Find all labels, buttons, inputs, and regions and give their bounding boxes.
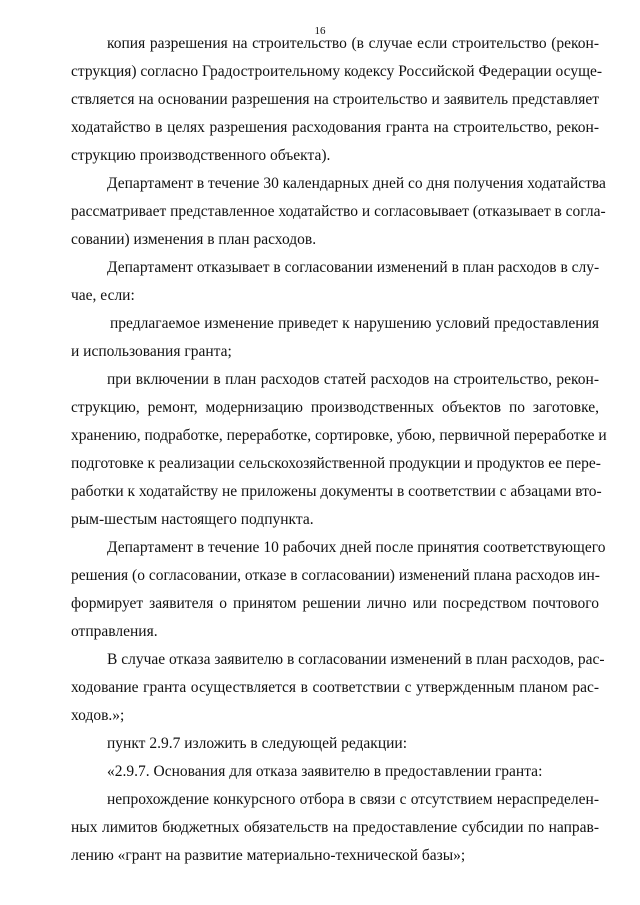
text-line: пункт 2.9.7 изложить в следующей редакции: [107, 735, 408, 752]
text-line: ходов.»; [71, 707, 125, 724]
text-line: «2.9.7. Основания для отказа заявителю в предоставлении гранта: [107, 763, 543, 780]
text-line: непрохождение конкурсного отбора в связи с отсутствием нераспределен- [107, 791, 599, 808]
text-line: рым-шестым настоящего подпункта. [71, 511, 314, 528]
text-line: ходование гранта осуществляется в соответствии с утвержденным планом рас- [71, 679, 599, 696]
text-line: подготовке к реализации сельскохозяйственной продукции и продуктов ее пере- [71, 455, 601, 472]
text-line: ных лимитов бюджетных обязательств на предоставление субсидии по направ- [71, 819, 599, 836]
text-line: предлагаемое изменение приведет к нарушению условий предоставления [110, 315, 599, 332]
text-line: ходатайство в целях разрешения расходования гранта на строительство, рекон- [71, 119, 599, 136]
text-line: хранению, подработке, переработке, сортировке, убою, первичной переработке и [71, 427, 607, 444]
text-line: В случае отказа заявителю в согласовании изменений в план расходов, рас- [107, 651, 605, 668]
text-line: Департамент в течение 30 календарных дней со дня получения ходатайства [107, 175, 606, 192]
text-line: струкцию производственного объекта). [71, 147, 331, 164]
text-line: работки к ходатайству не приложены документы в соответствии с абзацами вто- [71, 483, 602, 500]
text-line: лению «грант на развитие материально-технической базы»; [71, 847, 466, 864]
text-line: Департамент отказывает в согласовании изменений в план расходов в слу- [107, 259, 600, 276]
text-line: чае, если: [71, 287, 135, 304]
text-line: при включении в план расходов статей расходов на строительство, рекон- [107, 371, 599, 388]
text-line: формирует заявителя о принятом решении лично или посредством почтового [71, 595, 599, 612]
page-number: 16 [314, 25, 326, 37]
text-line: решения (о согласовании, отказе в согласовании) изменений плана расходов ин- [71, 567, 600, 584]
text-line: копия разрешения на строительство (в случае если строительство (рекон- [107, 35, 599, 52]
text-line: совании) изменения в план расходов. [71, 231, 317, 248]
text-line: Департамент в течение 10 рабочих дней после принятия соответствующего [107, 539, 606, 556]
text-line: отправления. [71, 623, 158, 640]
text-line: струкция) согласно Градостроительному кодексу Российской Федерации осуще- [71, 63, 603, 80]
text-line: струкцию, ремонт, модернизацию производственных объектов по заготовке, [71, 399, 599, 416]
text-line: и использования гранта; [71, 343, 232, 360]
text-line: ствляется на основании разрешения на строительство и заявитель представляет [71, 91, 599, 108]
text-line: рассматривает представленное ходатайство и согласовывает (отказывает в согла- [71, 203, 606, 220]
